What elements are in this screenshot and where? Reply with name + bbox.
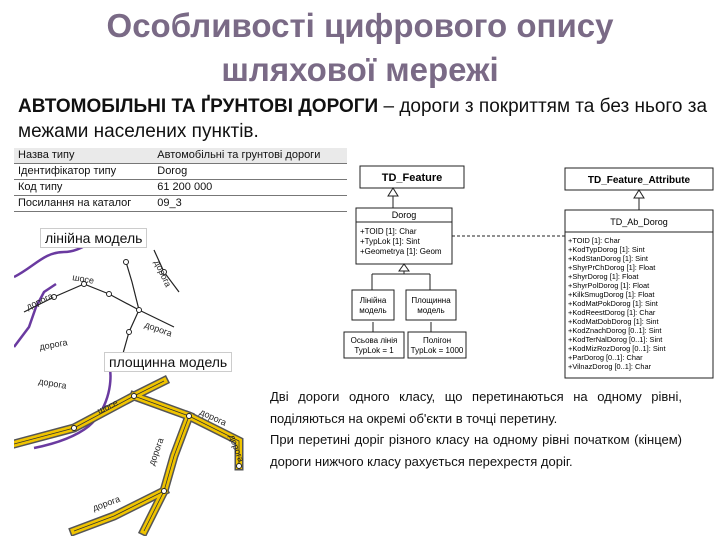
description-text: [270, 386, 682, 472]
uml-attr: +ShyrDorog [1]: Float: [568, 272, 639, 281]
uml-class-name: Осьова лінія: [350, 336, 398, 345]
uml-class-linear-model: [352, 290, 394, 320]
subtitle-rest: – дороги з покриттям та без нього за межами населених пунктів.: [18, 96, 708, 142]
uml-class-name: TypLok = 1000: [410, 346, 464, 355]
uml-class-name: TD_Feature_Attribute: [587, 175, 691, 186]
uml-attr: +KodStanDorog [1]: Sint: [568, 254, 648, 263]
table-row: [14, 196, 347, 212]
uml-arrow-head: [388, 188, 398, 196]
uml-attr: +KodMizRozDorog [0..1]: Sint: [568, 344, 666, 353]
type-info-table: [14, 148, 347, 212]
table-cell-value: 09_3: [135, 196, 347, 212]
table-cell-label: Ідентифікатор типу: [14, 164, 135, 180]
uml-diagram: [330, 160, 720, 382]
table-row: [14, 164, 347, 180]
map-label: дорога: [38, 337, 69, 352]
map-label: дорога: [143, 319, 174, 339]
uml-attr: +KodReestDorog [1]: Char: [568, 308, 656, 317]
uml-attr: +TOID [1]: Char: [568, 236, 621, 245]
uml-attr: +KodMatDobDorog [1]: Sint: [568, 317, 659, 326]
uml-attr: +KodMatPokDorog [1]: Sint: [568, 299, 658, 308]
slide-subtitle: [18, 94, 718, 144]
road-node: [127, 330, 132, 335]
uml-attr: +KilkSmugDorog [1]: Float: [568, 290, 655, 299]
uml-attr: +ShyrPrChDorog [1]: Float: [568, 263, 656, 272]
map-label: дорога: [227, 433, 247, 464]
table-cell-value: Dorog: [135, 164, 347, 180]
road-node: [132, 394, 137, 399]
uml-attr: +VilnazDorog [0..1]: Char: [568, 362, 652, 371]
table-cell-label: Назва типу: [14, 148, 135, 164]
road-node: [187, 414, 192, 419]
uml-arrow-head: [399, 264, 409, 271]
subtitle-bold: АВТОМОБІЛЬНІ ТА ҐРУНТОВІ ДОРОГИ: [18, 96, 379, 117]
areal-model-label: площинна модель: [104, 352, 232, 372]
map-label: шосе: [71, 272, 95, 286]
table-row: [14, 180, 347, 196]
map-label: дорога: [91, 493, 122, 513]
table-cell-value: 61 200 000: [135, 180, 347, 196]
road-node: [162, 489, 167, 494]
uml-class-name: TD_Ab_Dorog: [610, 217, 668, 227]
road-node: [237, 464, 242, 469]
slide-title: [60, 4, 660, 92]
road-node: [124, 260, 129, 265]
description-paragraph: Дві дороги одного класу, що перетинаються на одному рівні, поділяються на окремі об'єкти в точці перетину.: [270, 389, 682, 426]
table-cell-label: Посилання на каталог: [14, 196, 135, 212]
uml-class-name: модель: [359, 306, 387, 315]
uml-attr: +TOID [1]: Char: [360, 227, 417, 236]
map-label: шосе: [95, 397, 120, 416]
map-label: дорога: [146, 436, 166, 467]
description-paragraph: При перетині доріг різного класу на одному рівні початком (кінцем) дороги нижчого класу рахується перехрестя доріг.: [270, 432, 682, 469]
map-label: дорога: [24, 290, 55, 312]
road-node: [107, 292, 112, 297]
uml-class-name: Полігон: [422, 336, 452, 345]
road-node: [137, 308, 142, 313]
uml-arrow-head: [634, 190, 644, 198]
linear-model-map: [14, 232, 204, 357]
uml-attr: +KodTypDorog [1]: Sint: [568, 245, 645, 254]
linear-model-label: лінійна модель: [40, 228, 147, 248]
uml-class-name: Площинна: [411, 296, 451, 305]
title-line-1: Особливості цифрового опису: [106, 7, 614, 44]
uml-attr: +Geometrya [1]: Geom: [360, 247, 442, 256]
uml-attr: +TypLok [1]: Sint: [360, 237, 420, 246]
table-row: [14, 148, 347, 164]
uml-attr: +ParDorog [0..1]: Char: [568, 353, 643, 362]
uml-class-areal-model: [406, 290, 456, 320]
title-line-2: шляхової мережі: [221, 51, 499, 88]
uml-attr: +KodZnachDorog [0..1]: Sint: [568, 326, 662, 335]
table-cell-label: Код типу: [14, 180, 135, 196]
uml-class-name: Dorog: [391, 210, 417, 220]
map-label: дорога: [37, 376, 68, 391]
uml-attr: +ShyrPolDorog [1]: Float: [568, 281, 650, 290]
uml-attr: +KodTerNalDorog [0..1]: Sint: [568, 335, 663, 344]
map-label: дорога: [198, 406, 229, 428]
uml-class-name: TD_Feature: [381, 172, 443, 184]
table-cell-value: Автомобільні та грунтові дороги: [135, 148, 347, 164]
uml-class-name: TypLok = 1: [354, 346, 394, 355]
road-node: [72, 426, 77, 431]
uml-class-name: Лінійна: [359, 296, 387, 305]
areal-model-map: [14, 356, 270, 536]
map-label: дорога: [152, 258, 174, 289]
uml-class-name: модель: [417, 306, 445, 315]
